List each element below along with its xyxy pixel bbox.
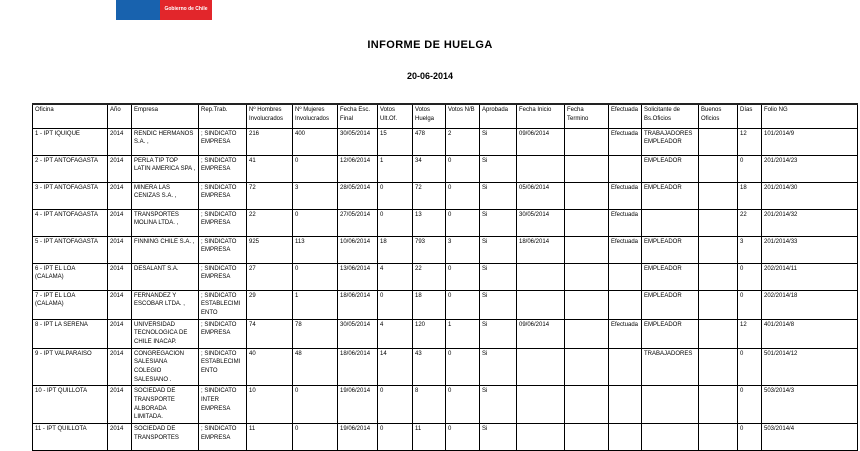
table-cell: 18: [413, 290, 446, 319]
table-cell: 0: [378, 209, 413, 236]
table-cell: Si: [480, 348, 517, 386]
table-cell: 8: [413, 386, 446, 424]
table-cell: 4 - IPT ANTOFAGASTA: [33, 209, 108, 236]
table-cell: ; SINDICATO EMPRESA: [199, 155, 247, 182]
column-header: Nº Hombres Involucrados: [247, 104, 293, 128]
table-cell: 72: [413, 182, 446, 209]
table-cell: 30/05/2014: [338, 319, 378, 348]
chile-flag-blue-block: [116, 0, 160, 20]
table-cell: 1: [446, 319, 480, 348]
table-cell: 30/05/2014: [338, 128, 378, 155]
table-cell: 503/2014/3: [762, 386, 858, 424]
column-header: Oficina: [33, 104, 108, 128]
table-cell: 2014: [108, 128, 132, 155]
table-header-row: [33, 104, 858, 128]
table-cell: 3 - IPT ANTOFAGASTA: [33, 182, 108, 209]
table-cell: 9 - IPT VALPARAISO: [33, 348, 108, 386]
table-cell: 201/2014/23: [762, 155, 858, 182]
table-cell: DESALANT S.A.: [132, 263, 199, 290]
table-row: [33, 155, 858, 182]
table-cell: 3: [738, 236, 762, 263]
table-cell: 201/2014/30: [762, 182, 858, 209]
table-cell: 18: [738, 182, 762, 209]
table-cell: ; SINDICATO ESTABLECIMIENTO: [199, 348, 247, 386]
table-cell: EMPLEADOR: [642, 290, 699, 319]
table-cell: 74: [247, 319, 293, 348]
table-cell: SOCIEDAD DE TRANSPORTE ALBORADA LIMITADA.: [132, 386, 199, 424]
logo-text: Gobierno de Chile: [164, 6, 208, 13]
table-cell: 11: [413, 424, 446, 451]
table-cell: 0: [293, 424, 338, 451]
table-row: [33, 182, 858, 209]
column-header: Rep.Trab.: [199, 104, 247, 128]
table-cell: 72: [247, 182, 293, 209]
table-cell: EMPLEADOR: [642, 155, 699, 182]
table-cell: 0: [446, 155, 480, 182]
table-cell: TRABAJADORES EMPLEADOR: [642, 128, 699, 155]
table-cell: 478: [413, 128, 446, 155]
table-cell: Si: [480, 290, 517, 319]
table-cell: 0: [293, 263, 338, 290]
table-cell: 27/05/2014: [338, 209, 378, 236]
table-row: [33, 236, 858, 263]
table-cell: [642, 424, 699, 451]
table-cell: 0: [378, 290, 413, 319]
table-cell: EMPLEADOR: [642, 182, 699, 209]
table-cell: [699, 209, 738, 236]
table-cell: ; SINDICATO EMPRESA: [199, 263, 247, 290]
table-cell: 11: [247, 424, 293, 451]
table-cell: [565, 155, 609, 182]
table-cell: [699, 424, 738, 451]
table-cell: 78: [293, 319, 338, 348]
table-cell: 12: [738, 128, 762, 155]
column-header: Efectuada: [609, 104, 642, 128]
table-cell: 5 - IPT ANTOFAGASTA: [33, 236, 108, 263]
table-row: [33, 319, 858, 348]
table-cell: ; SINDICATO INTER EMPRESA: [199, 386, 247, 424]
table-cell: 401/2014/8: [762, 319, 858, 348]
table-cell: 2014: [108, 155, 132, 182]
table-cell: 0: [738, 386, 762, 424]
table-cell: RENDIC HERMANOS S.A. ,: [132, 128, 199, 155]
table-cell: 29: [247, 290, 293, 319]
table-cell: [699, 386, 738, 424]
table-cell: [609, 155, 642, 182]
table-row: [33, 128, 858, 155]
table-cell: 6 - IPT EL LOA (CALAMA): [33, 263, 108, 290]
table-cell: 09/06/2014: [517, 128, 565, 155]
table-cell: 0: [738, 424, 762, 451]
table-cell: TRANSPORTES MOLINA LTDA. ,: [132, 209, 199, 236]
table-cell: 0: [738, 290, 762, 319]
table-cell: 10 - IPT QUILLOTA: [33, 386, 108, 424]
table-cell: [699, 290, 738, 319]
table-cell: Efectuada: [609, 182, 642, 209]
table-cell: Efectuada: [609, 319, 642, 348]
table-cell: 400: [293, 128, 338, 155]
table-cell: 14: [378, 348, 413, 386]
table-cell: 12: [738, 319, 762, 348]
table-row: [33, 209, 858, 236]
table-cell: 2014: [108, 182, 132, 209]
table-cell: 18: [378, 236, 413, 263]
table-cell: 1: [378, 155, 413, 182]
table-cell: 2014: [108, 319, 132, 348]
table-cell: [565, 128, 609, 155]
table-cell: Efectuada: [609, 128, 642, 155]
table-cell: Efectuada: [609, 209, 642, 236]
table-cell: 05/06/2014: [517, 182, 565, 209]
table-cell: 28/05/2014: [338, 182, 378, 209]
table-cell: 202/2014/18: [762, 290, 858, 319]
table-cell: [609, 263, 642, 290]
table-cell: 202/2014/11: [762, 263, 858, 290]
table-cell: 48: [293, 348, 338, 386]
table-cell: 2014: [108, 236, 132, 263]
table-cell: 2014: [108, 263, 132, 290]
table-cell: 2: [446, 128, 480, 155]
table-cell: [517, 386, 565, 424]
table-cell: 120: [413, 319, 446, 348]
table-cell: [565, 263, 609, 290]
table-cell: 0: [293, 155, 338, 182]
table-cell: MINERA LAS CENIZAS S.A. ,: [132, 182, 199, 209]
table-cell: 0: [378, 182, 413, 209]
column-header: Empresa: [132, 104, 199, 128]
table-cell: ; SINDICATO EMPRESA: [199, 209, 247, 236]
table-cell: Si: [480, 182, 517, 209]
table-body: [33, 128, 858, 451]
table-cell: PERLA TIP TOP LATIN AMERICA SPA ,: [132, 155, 199, 182]
table-cell: 0: [446, 263, 480, 290]
table-cell: 216: [247, 128, 293, 155]
strike-report-table: [32, 103, 858, 451]
table-cell: Si: [480, 386, 517, 424]
table-cell: Si: [480, 128, 517, 155]
table-cell: 0: [446, 348, 480, 386]
table-cell: 10: [247, 386, 293, 424]
chile-flag-red-block: [160, 0, 212, 20]
table-cell: [699, 263, 738, 290]
table-cell: 22: [247, 209, 293, 236]
table-cell: 101/2014/9: [762, 128, 858, 155]
table-cell: CONGREGACION SALESIANA COLEGIO SALESIANO .: [132, 348, 199, 386]
table-row: [33, 348, 858, 386]
table-cell: 41: [247, 155, 293, 182]
table-cell: 0: [738, 155, 762, 182]
table-cell: Si: [480, 209, 517, 236]
table-cell: [609, 386, 642, 424]
column-header: Solicitante de Bs.Oficios: [642, 104, 699, 128]
column-header: Aprobada: [480, 104, 517, 128]
table-cell: ; SINDICATO EMPRESA: [199, 319, 247, 348]
table-cell: 2014: [108, 348, 132, 386]
table-cell: 7 - IPT EL LOA (CALAMA): [33, 290, 108, 319]
column-header: Votos Ult.Of.: [378, 104, 413, 128]
table-cell: [609, 348, 642, 386]
table-cell: 11 - IPT QUILLOTA: [33, 424, 108, 451]
table-cell: 925: [247, 236, 293, 263]
table-cell: 15: [378, 128, 413, 155]
report-date: 20-06-2014: [406, 71, 454, 81]
table-cell: 503/2014/4: [762, 424, 858, 451]
table-cell: 0: [738, 263, 762, 290]
table-cell: [642, 386, 699, 424]
table-cell: 13/06/2014: [338, 263, 378, 290]
table-cell: 4: [378, 319, 413, 348]
table-cell: 0: [446, 182, 480, 209]
table-cell: 34: [413, 155, 446, 182]
column-header: Folio NG: [762, 104, 858, 128]
table-cell: [565, 290, 609, 319]
table-cell: 22: [738, 209, 762, 236]
table-cell: Si: [480, 236, 517, 263]
column-header: Año: [108, 104, 132, 128]
table-cell: 0: [446, 209, 480, 236]
table-cell: Si: [480, 263, 517, 290]
table-cell: 0: [738, 348, 762, 386]
page-title: INFORME DE HUELGA: [367, 39, 493, 51]
table-cell: [517, 155, 565, 182]
table-cell: 0: [378, 424, 413, 451]
column-header: Fecha Inicio: [517, 104, 565, 128]
table-cell: Efectuada: [609, 236, 642, 263]
table-cell: Si: [480, 155, 517, 182]
column-header: Buenos Oficios: [699, 104, 738, 128]
table-cell: 12/06/2014: [338, 155, 378, 182]
table-cell: [565, 209, 609, 236]
table-cell: 0: [378, 386, 413, 424]
table-cell: [565, 319, 609, 348]
table-cell: SOCIEDAD DE TRANSPORTES: [132, 424, 199, 451]
table-cell: [565, 182, 609, 209]
table-cell: 2014: [108, 386, 132, 424]
table-cell: 2014: [108, 290, 132, 319]
table-cell: ; SINDICATO EMPRESA: [199, 236, 247, 263]
table-cell: 2014: [108, 424, 132, 451]
table-cell: 2 - IPT ANTOFAGASTA: [33, 155, 108, 182]
table-cell: 3: [293, 182, 338, 209]
gobierno-de-chile-logo: [116, 0, 212, 20]
table-cell: EMPLEADOR: [642, 319, 699, 348]
table-cell: 0: [446, 424, 480, 451]
table-cell: 501/2014/12: [762, 348, 858, 386]
table-row: [33, 386, 858, 424]
table-cell: 0: [446, 386, 480, 424]
table-cell: Si: [480, 424, 517, 451]
table-cell: 30/05/2014: [517, 209, 565, 236]
table-cell: UNIVERSIDAD TECNOLOGICA DE CHILE INACAP.: [132, 319, 199, 348]
table-cell: FERNANDEZ Y ESCOBAR LTDA. ,: [132, 290, 199, 319]
table-row: [33, 104, 858, 128]
column-header: Nº Mujeres Involucrados: [293, 104, 338, 128]
table-cell: 27: [247, 263, 293, 290]
table-row: [33, 424, 858, 451]
table-cell: 13: [413, 209, 446, 236]
table-cell: [699, 319, 738, 348]
table-cell: [517, 348, 565, 386]
table-cell: 793: [413, 236, 446, 263]
table-cell: 19/06/2014: [338, 386, 378, 424]
table-cell: [517, 424, 565, 451]
column-header: Votos Huelga: [413, 104, 446, 128]
table-cell: FINNING CHILE S.A. ,: [132, 236, 199, 263]
table-cell: 4: [378, 263, 413, 290]
table-cell: 19/06/2014: [338, 424, 378, 451]
table-cell: 09/06/2014: [517, 319, 565, 348]
table-cell: ; SINDICATO EMPRESA: [199, 182, 247, 209]
table-cell: [517, 290, 565, 319]
table-cell: [565, 236, 609, 263]
table-cell: 1: [293, 290, 338, 319]
table-cell: Si: [480, 319, 517, 348]
table-cell: [642, 209, 699, 236]
column-header: Fecha Termino: [565, 104, 609, 128]
table-cell: EMPLEADOR: [642, 263, 699, 290]
table-cell: [517, 263, 565, 290]
table-row: [33, 290, 858, 319]
table-cell: 18/06/2014: [338, 348, 378, 386]
table-cell: 113: [293, 236, 338, 263]
table-cell: [699, 348, 738, 386]
table-cell: ; SINDICATO EMPRESA: [199, 128, 247, 155]
table-cell: 18/06/2014: [338, 290, 378, 319]
table-cell: EMPLEADOR: [642, 236, 699, 263]
table-cell: 10/06/2014: [338, 236, 378, 263]
table-cell: 40: [247, 348, 293, 386]
table-cell: [699, 155, 738, 182]
table-cell: 18/06/2014: [517, 236, 565, 263]
table-cell: 1 - IPT IQUIQUE: [33, 128, 108, 155]
table-cell: 8 - IPT LA SERENA: [33, 319, 108, 348]
table-cell: ; SINDICATO ESTABLECIMIENTO: [199, 290, 247, 319]
table-row: [33, 263, 858, 290]
table-cell: ; SINDICATO EMPRESA: [199, 424, 247, 451]
table-cell: 2014: [108, 209, 132, 236]
column-header: Votos N/B: [446, 104, 480, 128]
column-header: Fecha Esc. Final: [338, 104, 378, 128]
column-header: Días: [738, 104, 762, 128]
table-cell: [565, 348, 609, 386]
table-cell: 201/2014/33: [762, 236, 858, 263]
table-cell: [699, 128, 738, 155]
table-cell: 3: [446, 236, 480, 263]
table-cell: [609, 290, 642, 319]
table-cell: [699, 182, 738, 209]
table-cell: 43: [413, 348, 446, 386]
table-cell: 0: [446, 290, 480, 319]
table-cell: 0: [293, 386, 338, 424]
table-cell: TRABAJADORES: [642, 348, 699, 386]
table-cell: [609, 424, 642, 451]
table-cell: [699, 236, 738, 263]
table-cell: 201/2014/32: [762, 209, 858, 236]
table-cell: [565, 386, 609, 424]
table-cell: 0: [293, 209, 338, 236]
table-cell: 22: [413, 263, 446, 290]
table-cell: [565, 424, 609, 451]
